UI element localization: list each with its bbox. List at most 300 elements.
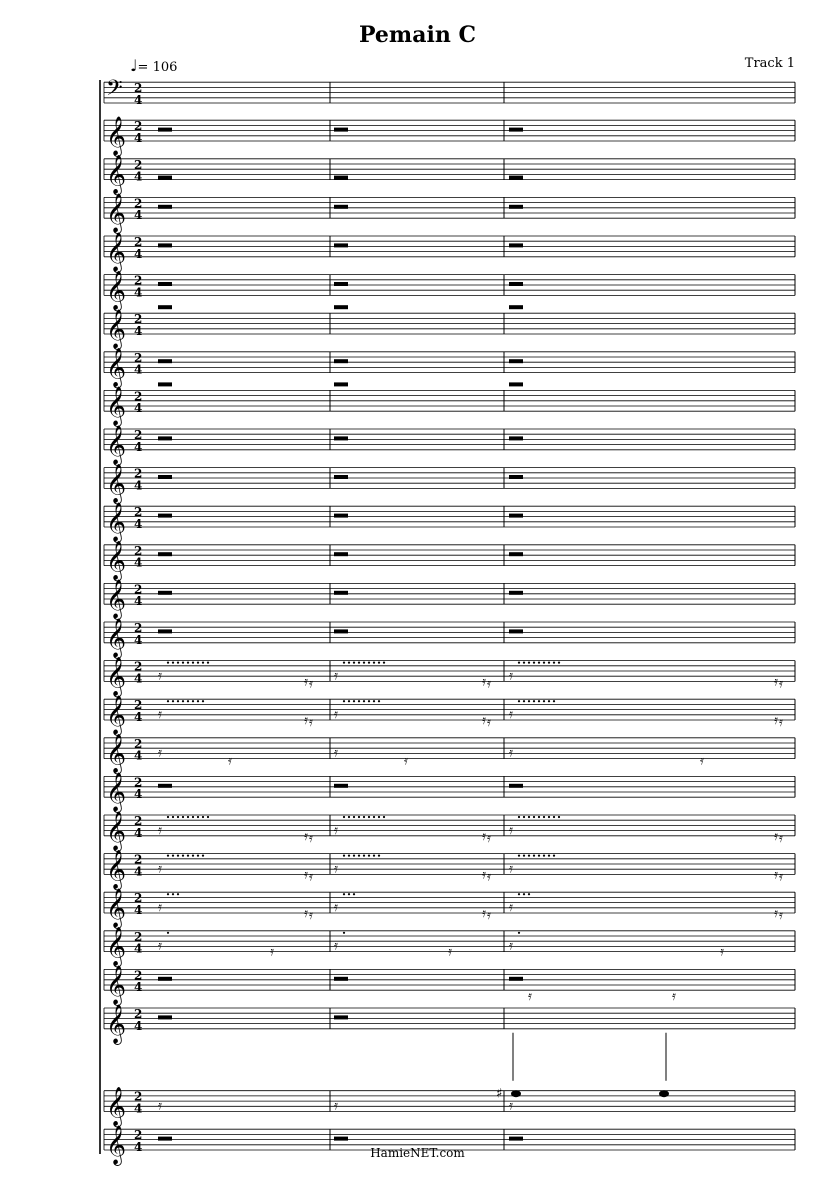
augmentation-dot [528, 893, 530, 895]
augmentation-dot [358, 700, 360, 702]
sixteenth-rest: 𝄿 [309, 869, 313, 885]
sixteenth-rest: 𝄿 [334, 900, 338, 915]
sixteenth-rest: 𝄿 [304, 674, 308, 690]
augmentation-dot [533, 700, 535, 702]
time-signature-bottom: 4 [134, 632, 143, 647]
augmentation-dot [182, 662, 184, 664]
time-signature-top: 2 [134, 775, 143, 790]
treble-clef-icon: 𝄞 [106, 463, 127, 504]
augmentation-dot [167, 855, 169, 857]
augmentation-dot [353, 816, 355, 818]
augmentation-dot [378, 816, 380, 818]
augmentation-dot [172, 893, 174, 895]
whole-rest [334, 1015, 348, 1019]
time-signature-top: 2 [134, 389, 143, 404]
augmentation-dot [518, 893, 520, 895]
augmentation-dot [197, 816, 199, 818]
treble-clef-icon: 𝄞 [106, 849, 127, 890]
augmentation-dot [353, 855, 355, 857]
augmentation-dot [353, 893, 355, 895]
sixteenth-rest: 𝄿 [509, 822, 513, 838]
augmentation-dot [518, 700, 520, 702]
whole-rest [334, 514, 348, 518]
augmentation-dot [192, 700, 194, 702]
treble-clef-icon: 𝄞 [106, 656, 127, 697]
time-signature-top: 2 [134, 929, 143, 944]
augmentation-dot [177, 662, 179, 664]
whole-rest [509, 977, 523, 981]
time-signature-top: 2 [134, 852, 143, 867]
staff [104, 811, 795, 852]
augmentation-dot [177, 855, 179, 857]
augmentation-dot [528, 700, 530, 702]
whole-rest [509, 1137, 523, 1141]
augmentation-dot [538, 700, 540, 702]
augmentation-dot [353, 700, 355, 702]
time-signature-top: 2 [134, 273, 143, 288]
augmentation-dot [533, 855, 535, 857]
staff [104, 155, 795, 196]
sixteenth-rest: 𝄿 [270, 944, 274, 960]
augmentation-dot [383, 816, 385, 818]
augmentation-dot [197, 700, 199, 702]
sixteenth-rest: 𝄿 [487, 869, 491, 885]
time-signature-top: 2 [134, 196, 143, 211]
time-signature-bottom: 4 [134, 748, 143, 763]
augmentation-dot [553, 662, 555, 664]
augmentation-dot [348, 855, 350, 857]
whole-rest [334, 629, 348, 633]
time-signature-bottom: 4 [134, 246, 143, 261]
time-signature-bottom: 4 [134, 324, 143, 338]
augmentation-dot [363, 700, 365, 702]
augmentation-dot [363, 855, 365, 857]
sixteenth-rest: 𝄿 [304, 713, 308, 728]
sixteenth-rest: 𝄿 [779, 869, 783, 885]
whole-rest [334, 205, 348, 209]
sixteenth-rest: 𝄿 [528, 989, 532, 1004]
augmentation-dot [378, 662, 380, 664]
treble-clef-icon: 𝄞 [106, 1125, 127, 1165]
sixteenth-rest: 𝄿 [487, 676, 491, 692]
augmentation-dot [348, 816, 350, 818]
whole-rest [334, 176, 348, 180]
staff [104, 425, 795, 466]
augmentation-dot [177, 700, 179, 702]
sixteenth-rest: 𝄿 [774, 906, 778, 921]
instrument-name: Track 1 [744, 56, 795, 71]
staff [104, 270, 795, 311]
whole-rest [509, 359, 523, 363]
augmentation-dot [348, 662, 350, 664]
augmentation-dot [373, 855, 375, 857]
augmentation-dot [373, 662, 375, 664]
whole-rest [509, 205, 523, 209]
staff [104, 965, 795, 1006]
augmentation-dot [207, 662, 209, 664]
augmentation-dot [368, 816, 370, 818]
time-signature-bottom: 4 [134, 93, 143, 107]
time-signature-bottom: 4 [134, 478, 143, 493]
augmentation-dot [558, 816, 560, 818]
staff [104, 463, 795, 504]
time-signature-top: 2 [134, 621, 143, 635]
time-signature-bottom: 4 [134, 208, 143, 223]
staff [104, 888, 795, 929]
staff [104, 618, 795, 659]
whole-rest [158, 1015, 172, 1019]
augmentation-dot [543, 855, 545, 857]
time-signature-top: 2 [134, 1007, 143, 1021]
sixteenth-rest: 𝄿 [509, 900, 513, 915]
sixteenth-rest: 𝄿 [334, 938, 338, 954]
augmentation-dot [192, 662, 194, 664]
augmentation-dot [172, 700, 174, 702]
time-signature-top: 2 [134, 968, 143, 983]
whole-rest [158, 629, 172, 633]
sixteenth-rest: 𝄿 [228, 753, 232, 769]
time-signature-top: 2 [134, 157, 143, 172]
time-signature-bottom: 4 [134, 131, 143, 145]
augmentation-dot [182, 700, 184, 702]
augmentation-dot [358, 662, 360, 664]
time-signature-bottom: 4 [134, 671, 143, 686]
staff [104, 849, 795, 890]
sixteenth-rest: 𝄿 [700, 753, 704, 769]
augmentation-dot [167, 932, 169, 934]
sixteenth-rest: 𝄿 [774, 713, 778, 728]
whole-rest [158, 552, 172, 556]
whole-rest [158, 359, 172, 363]
augmentation-dot [172, 662, 174, 664]
augmentation-dot [177, 816, 179, 818]
whole-rest [334, 552, 348, 556]
sixteenth-rest: 𝄿 [404, 753, 408, 769]
treble-clef-icon: 𝄞 [106, 270, 127, 311]
time-signature-bottom: 4 [134, 1018, 143, 1033]
sixteenth-rest: 𝄿 [158, 861, 162, 877]
whole-rest [334, 282, 348, 286]
sixteenth-rest: 𝄿 [309, 676, 313, 692]
whole-rest [158, 305, 172, 309]
sixteenth-rest: 𝄿 [672, 989, 676, 1004]
time-signature-top: 2 [134, 1128, 143, 1143]
tempo-value: = 106 [137, 60, 178, 75]
augmentation-dot [553, 816, 555, 818]
augmentation-dot [363, 662, 365, 664]
whole-rest [509, 784, 523, 788]
sixteenth-rest: 𝄿 [509, 668, 513, 684]
augmentation-dot [197, 855, 199, 857]
time-signature-top: 2 [134, 428, 143, 442]
augmentation-dot [548, 700, 550, 702]
staff [104, 541, 795, 582]
treble-clef-icon: 𝄞 [106, 695, 127, 735]
whole-rest [509, 475, 523, 479]
time-signature-bottom: 4 [134, 980, 143, 995]
whole-rest [158, 591, 172, 595]
augmentation-dot [177, 893, 179, 895]
sixteenth-rest: 𝄿 [720, 944, 724, 960]
sixteenth-rest: 𝄿 [158, 900, 162, 915]
augmentation-dot [518, 662, 520, 664]
sixteenth-rest: 𝄿 [334, 822, 338, 838]
whole-rest [158, 205, 172, 209]
time-signature-bottom: 4 [134, 864, 143, 879]
treble-clef-icon: 𝄞 [106, 965, 127, 1006]
augmentation-dot [538, 662, 540, 664]
augmentation-dot [187, 816, 189, 818]
staff [104, 502, 795, 543]
staff [104, 193, 795, 234]
time-signature-bottom: 4 [134, 941, 143, 956]
augmentation-dot [528, 662, 530, 664]
time-signature-bottom: 4 [134, 362, 143, 377]
augmentation-dot [523, 700, 525, 702]
sixteenth-rest: 𝄿 [509, 1098, 513, 1114]
time-signature-top: 2 [134, 543, 143, 558]
time-signature-bottom: 4 [134, 517, 143, 531]
augmentation-dot [172, 816, 174, 818]
whole-rest [509, 176, 523, 180]
whole-rest [158, 475, 172, 479]
treble-clef-icon: 𝄞 [106, 502, 127, 542]
augmentation-dot [202, 662, 204, 664]
time-signature-top: 2 [134, 466, 143, 481]
augmentation-dot [343, 932, 345, 934]
staff [104, 232, 795, 273]
staff [104, 734, 795, 775]
augmentation-dot [528, 816, 530, 818]
whole-rest [334, 382, 348, 386]
augmentation-dot [553, 700, 555, 702]
augmentation-dot [543, 662, 545, 664]
time-signature-bottom: 4 [134, 825, 143, 840]
treble-clef-icon: 𝄞 [106, 231, 127, 272]
whole-rest [509, 282, 523, 286]
whole-rest [509, 128, 523, 132]
note-head [659, 1090, 669, 1097]
augmentation-dot [182, 816, 184, 818]
augmentation-dot [538, 816, 540, 818]
augmentation-dot [353, 662, 355, 664]
treble-clef-icon: 𝄞 [106, 1086, 127, 1127]
whole-rest [158, 382, 172, 386]
augmentation-dot [343, 816, 345, 818]
augmentation-dot [548, 855, 550, 857]
staff [104, 927, 795, 968]
augmentation-dot [202, 816, 204, 818]
bass-clef-icon: 𝄢 [106, 76, 123, 106]
augmentation-dot [533, 816, 535, 818]
sixteenth-rest: 𝄿 [487, 908, 491, 923]
time-signature-top: 2 [134, 582, 143, 597]
sixteenth-rest: 𝄿 [334, 745, 338, 761]
augmentation-dot [363, 816, 365, 818]
augmentation-dot [558, 662, 560, 664]
sixteenth-rest: 𝄿 [304, 828, 308, 844]
augmentation-dot [553, 855, 555, 857]
sixteenth-rest: 𝄿 [448, 944, 452, 960]
augmentation-dot [543, 816, 545, 818]
staff [104, 1087, 795, 1128]
treble-clef-icon: 𝄞 [106, 193, 127, 234]
sixteenth-rest: 𝄿 [309, 830, 313, 846]
sixteenth-rest: 𝄿 [779, 908, 783, 923]
sixteenth-rest: 𝄿 [482, 906, 486, 921]
whole-rest [158, 436, 172, 440]
augmentation-dot [202, 700, 204, 702]
whole-rest [158, 514, 172, 518]
time-signature-bottom: 4 [134, 710, 143, 724]
staff [104, 76, 795, 107]
sixteenth-rest: 𝄿 [158, 938, 162, 954]
augmentation-dot [187, 700, 189, 702]
treble-clef-icon: 𝄞 [106, 116, 127, 156]
augmentation-dot [518, 855, 520, 857]
whole-rest [334, 1137, 348, 1141]
augmentation-dot [192, 816, 194, 818]
sixteenth-rest: 𝄿 [779, 715, 783, 730]
treble-clef-icon: 𝄞 [106, 926, 127, 967]
whole-rest [334, 436, 348, 440]
time-signature-top: 2 [134, 891, 143, 906]
sixteenth-rest: 𝄿 [158, 745, 162, 761]
augmentation-dot [523, 855, 525, 857]
time-signature-bottom: 4 [134, 1140, 143, 1154]
time-signature-bottom: 4 [134, 594, 143, 609]
quarter-note-icon: ♩ [130, 56, 138, 75]
sixteenth-rest: 𝄿 [774, 867, 778, 883]
time-signature-bottom: 4 [134, 439, 143, 454]
treble-clef-icon: 𝄞 [106, 347, 127, 388]
sixteenth-rest: 𝄿 [509, 861, 513, 877]
sixteenth-rest: 𝄿 [482, 867, 486, 883]
augmentation-dot [358, 855, 360, 857]
augmentation-dot [167, 662, 169, 664]
whole-rest [334, 977, 348, 981]
augmentation-dot [533, 662, 535, 664]
treble-clef-icon: 𝄞 [106, 540, 127, 581]
sixteenth-rest: 𝄿 [482, 674, 486, 690]
augmentation-dot [368, 700, 370, 702]
time-signature-bottom: 4 [134, 401, 143, 416]
note-head [511, 1090, 521, 1097]
staff [104, 772, 795, 813]
whole-rest [334, 359, 348, 363]
augmentation-dot [373, 700, 375, 702]
sixteenth-rest: 𝄿 [509, 938, 513, 954]
whole-rest [334, 128, 348, 132]
sixteenth-rest: 𝄿 [158, 707, 162, 722]
whole-rest [158, 128, 172, 132]
whole-rest [509, 591, 523, 595]
augmentation-dot [348, 700, 350, 702]
treble-clef-icon: 𝄞 [106, 617, 127, 658]
whole-rest [509, 514, 523, 518]
sixteenth-rest: 𝄿 [309, 908, 313, 923]
sixteenth-rest: 𝄿 [482, 828, 486, 844]
augmentation-dot [543, 700, 545, 702]
time-signature-top: 2 [134, 505, 143, 520]
whole-rest [509, 629, 523, 633]
treble-clef-icon: 𝄞 [106, 386, 127, 427]
augmentation-dot [523, 816, 525, 818]
whole-rest [334, 784, 348, 788]
augmentation-dot [523, 893, 525, 895]
sixteenth-rest: 𝄿 [779, 830, 783, 846]
sixteenth-rest: 𝄿 [158, 1098, 162, 1114]
time-signature-top: 2 [134, 350, 143, 365]
augmentation-dot [518, 932, 520, 934]
treble-clef-icon: 𝄞 [106, 309, 127, 349]
time-signature-bottom: 4 [134, 555, 143, 570]
sixteenth-rest: 𝄿 [334, 707, 338, 722]
staff [104, 579, 795, 620]
whole-rest [509, 436, 523, 440]
time-signature-top: 2 [134, 119, 143, 134]
whole-rest [158, 243, 172, 247]
sixteenth-rest: 𝄿 [509, 707, 513, 722]
score-title: Pemain C [358, 22, 476, 48]
whole-rest [509, 243, 523, 247]
augmentation-dot [172, 855, 174, 857]
time-signature-bottom: 4 [134, 1101, 143, 1116]
staff [104, 656, 795, 697]
augmentation-dot [523, 662, 525, 664]
time-signature-bottom: 4 [134, 903, 143, 917]
whole-rest [334, 475, 348, 479]
augmentation-dot [167, 816, 169, 818]
augmentation-dot [182, 855, 184, 857]
time-signature-top: 2 [134, 81, 143, 96]
treble-clef-icon: 𝄞 [106, 579, 127, 620]
treble-clef-icon: 𝄞 [106, 772, 127, 813]
whole-rest [158, 977, 172, 981]
augmentation-dot [167, 700, 169, 702]
whole-rest [158, 784, 172, 788]
staff [104, 695, 795, 736]
sixteenth-rest: 𝄿 [334, 1098, 338, 1114]
augmentation-dot [548, 662, 550, 664]
sixteenth-rest: 𝄿 [334, 861, 338, 877]
augmentation-dot [518, 816, 520, 818]
staff [104, 305, 795, 350]
augmentation-dot [378, 700, 380, 702]
augmentation-dot [187, 662, 189, 664]
time-signature-top: 2 [134, 814, 143, 828]
footer-credit: HamieNET.com [370, 1146, 465, 1160]
treble-clef-icon: 𝄞 [106, 154, 127, 195]
sixteenth-rest: 𝄿 [779, 676, 783, 692]
augmentation-dot [348, 893, 350, 895]
augmentation-dot [343, 662, 345, 664]
sixteenth-rest: 𝄿 [158, 668, 162, 684]
augmentation-dot [378, 855, 380, 857]
whole-rest [158, 1137, 172, 1141]
augmentation-dot [192, 855, 194, 857]
augmentation-dot [383, 662, 385, 664]
whole-rest [334, 243, 348, 247]
time-signature-bottom: 4 [134, 787, 143, 802]
augmentation-dot [368, 855, 370, 857]
staff [104, 348, 795, 389]
time-signature-top: 2 [134, 659, 143, 674]
staff [104, 382, 795, 427]
treble-clef-icon: 𝄞 [106, 1003, 127, 1044]
whole-rest [509, 382, 523, 386]
augmentation-dot [343, 855, 345, 857]
